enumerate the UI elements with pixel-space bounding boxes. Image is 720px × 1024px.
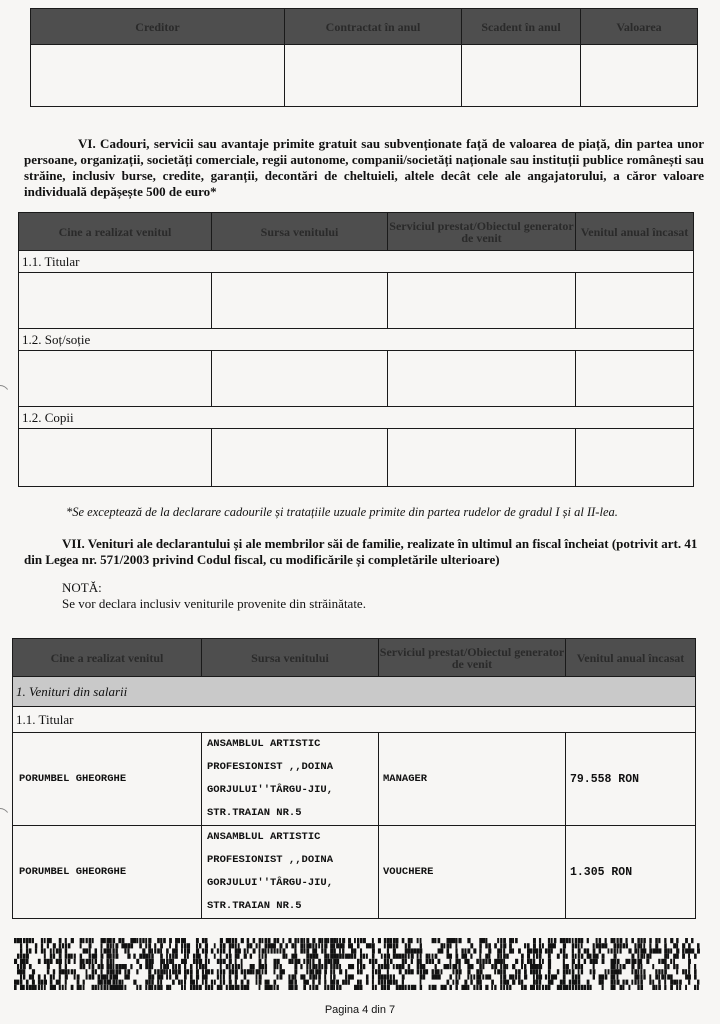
- row-label-titular: 1.1. Titular: [13, 707, 696, 733]
- income-who: PORUMBEL GHEORGHE: [13, 733, 202, 826]
- gifts-footnote: *Se exceptează de la declarare cadourile și tratațiile uzuale primite din partea rudelor de gradul I și al II-lea.: [66, 505, 618, 519]
- source-line: STR.TRAIAN NR.5: [207, 900, 302, 912]
- creditor-table: [30, 8, 698, 107]
- page-number: Pagina 4 din 7: [324, 1004, 396, 1016]
- income-table: [12, 638, 696, 919]
- empty-cell: [31, 45, 285, 107]
- income-source: [202, 826, 379, 919]
- table-row: [13, 733, 696, 826]
- row-label-children: 1.2. Copii: [19, 407, 694, 429]
- barcode: [14, 938, 700, 990]
- header-contracted-year: Contractat în anul: [285, 9, 462, 45]
- subsection-salaries: 1. Venituri din salarii: [13, 677, 696, 707]
- header-source: Sursa venitului: [212, 213, 388, 251]
- header-who: Cine a realizat venitul: [13, 639, 202, 677]
- income-source: [202, 733, 379, 826]
- empty-cell: [285, 45, 462, 107]
- header-income: Venitul anual încasat: [576, 213, 694, 251]
- income-service: VOUCHERE: [379, 826, 566, 919]
- empty-cell: [462, 45, 581, 107]
- row-label-titular: 1.1. Titular: [19, 251, 694, 273]
- source-line: ANSAMBLUL ARTISTIC: [207, 831, 321, 843]
- header-source: Sursa venitului: [202, 639, 379, 677]
- source-line: PROFESIONIST ,,DOINA: [207, 761, 334, 773]
- source-line: PROFESIONIST ,,DOINA: [207, 854, 334, 866]
- gifts-table: [18, 212, 694, 487]
- header-creditor: Creditor: [31, 9, 285, 45]
- section-vi-title: VI. Cadouri, servicii sau avantaje primite gratuit sau subvenționate față de valoarea de piață, din partea unor persoane, organizații, societăți comerciale, regii autonome, companii/societăți naționale sau instituții publice românești sau străine, inclusiv burse, credite, garanții, decontări de cheltuieli, altele decât cele ale angajatorului, a căror valoare individuală depășește 500 de euro*: [24, 136, 704, 199]
- header-service: Serviciul prestat/Obiectul generator de venit: [388, 213, 576, 251]
- income-who: PORUMBEL GHEORGHE: [13, 826, 202, 919]
- source-line: STR.TRAIAN NR.5: [207, 807, 302, 819]
- source-line: ANSAMBLUL ARTISTIC: [207, 738, 321, 750]
- source-line: GORJULUI''TÂRGU-JIU,: [207, 784, 334, 796]
- header-who: Cine a realizat venitul: [19, 213, 212, 251]
- nota-text: Se vor declara inclusiv veniturile provenite din străinătate.: [62, 596, 366, 611]
- header-income: Venitul anual încasat: [566, 639, 696, 677]
- header-value: Valoarea: [581, 9, 698, 45]
- table-row: [13, 826, 696, 919]
- header-service: Serviciul prestat/Obiectul generator de venit: [379, 639, 566, 677]
- income-amount: 79.558 RON: [566, 733, 696, 826]
- row-label-spouse: 1.2. Soț/soție: [19, 329, 694, 351]
- header-due-year: Scadent în anul: [462, 9, 581, 45]
- punch-hole-mark: [0, 808, 12, 840]
- empty-cell: [581, 45, 698, 107]
- nota-label: NOTĂ:: [62, 580, 102, 595]
- income-service: MANAGER: [379, 733, 566, 826]
- income-amount: 1.305 RON: [566, 826, 696, 919]
- punch-hole-mark: [0, 385, 12, 417]
- source-line: GORJULUI''TÂRGU-JIU,: [207, 877, 334, 889]
- section-vii-title: VII. Venituri ale declarantului și ale membrilor săi de familie, realizate în ultimul an fiscal încheiat (potrivit art. 41 din Legea nr. 571/2003 privind Codul fiscal, cu modificările și completările ulterioare): [24, 536, 698, 567]
